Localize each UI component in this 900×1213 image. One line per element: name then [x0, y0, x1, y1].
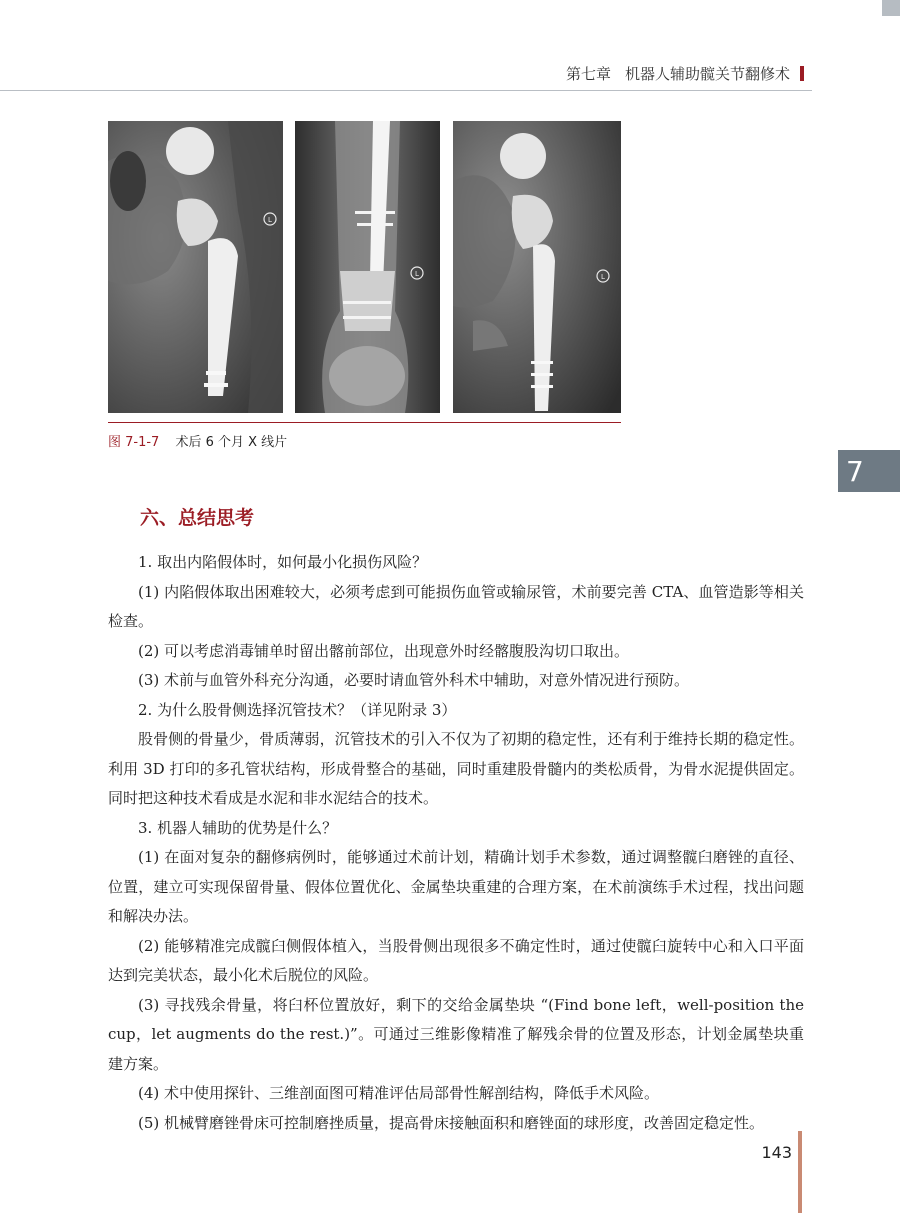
xray-image-1: [108, 121, 283, 413]
page-accent-bar: [798, 1131, 802, 1213]
corner-mark: [882, 0, 900, 16]
page-number: 143: [761, 1143, 792, 1162]
paragraph: (3) 术前与血管外科充分沟通，必要时请血管外科术中辅助，对意外情况进行预防。: [138, 671, 690, 689]
paragraph: 3. 机器人辅助的优势是什么？: [138, 818, 338, 837]
paragraph: 2. 为什么股骨侧选择沉管技术？（详见附录 3）: [138, 700, 457, 719]
paragraph: (3) 寻找残余骨量，将臼杯位置放好，剩下的交给金属垫块 “(Find bone left，well-position the cup，let augments do the rest.)”。可通过三维影像精准了解残余骨的位置及形态，计划金属垫块重建方案。: [108, 995, 804, 1073]
chapter-label: 第七章: [565, 64, 611, 83]
figure-caption-text: 术后 6 个月 X 线片: [175, 435, 288, 450]
figure-number: 图 7-1-7: [108, 435, 160, 450]
figure-rule: [108, 422, 621, 423]
marker-l-icon: L: [601, 273, 605, 281]
section-title: 六、总结思考: [140, 507, 255, 529]
paragraph: (5) 机械臂磨锉骨床可控制磨挫质量，提高骨床接触面积和磨锉面的球形度，改善固定稳定性。: [138, 1113, 765, 1132]
chapter-title: 机器人辅助髋关节翻修术: [624, 64, 790, 83]
paragraph: 股骨侧的骨量少，骨质薄弱，沉管技术的引入不仅为了初期的稳定性，还有利于维持长期的稳定性。利用 3D 打印的多孔管状结构，形成骨整合的基础，同时重建股骨髓内的类松质骨，为骨水泥提供固定。同时把这种技术看成是水泥和非水泥结合的技术。: [108, 730, 804, 807]
header-rule: [0, 90, 812, 91]
figure-caption: [108, 431, 287, 450]
header-accent-bar: [800, 66, 804, 81]
running-head: [566, 63, 804, 83]
marker-l-icon: L: [415, 270, 419, 278]
paragraph: 1. 取出内陷假体时，如何最小化损伤风险？: [138, 553, 428, 571]
paragraph: (2) 可以考虑消毒铺单时留出髂前部位，出现意外时经髂腹股沟切口取出。: [138, 641, 630, 660]
xray-image-2: [295, 121, 440, 413]
paragraph: (2) 能够精准完成髋臼侧假体植入，当股骨侧出现很多不确定性时，通过使髋臼旋转中心和入口平面达到完美状态，最小化术后脱位的风险。: [108, 936, 804, 984]
body-text: [108, 548, 804, 1138]
paragraph: (4) 术中使用探针、三维剖面图可精准评估局部骨性解剖结构，降低手术风险。: [138, 1084, 660, 1102]
xray-image-3: [453, 121, 621, 413]
paragraph: (1) 在面对复杂的翻修病例时，能够通过术前计划，精确计划手术参数，通过调整髋臼磨锉的直径、位置，建立可实现保留骨量、假体位置优化、金属垫块重建的合理方案，在术前演练手术过程，找出问题和解决办法。: [108, 848, 804, 925]
chapter-tab: 7: [838, 450, 900, 492]
marker-l-icon: L: [268, 216, 272, 224]
paragraph: (1) 内陷假体取出困难较大，必须考虑到可能损伤血管或输尿管，术前要完善 CTA、血管造影等相关检查。: [108, 582, 804, 630]
